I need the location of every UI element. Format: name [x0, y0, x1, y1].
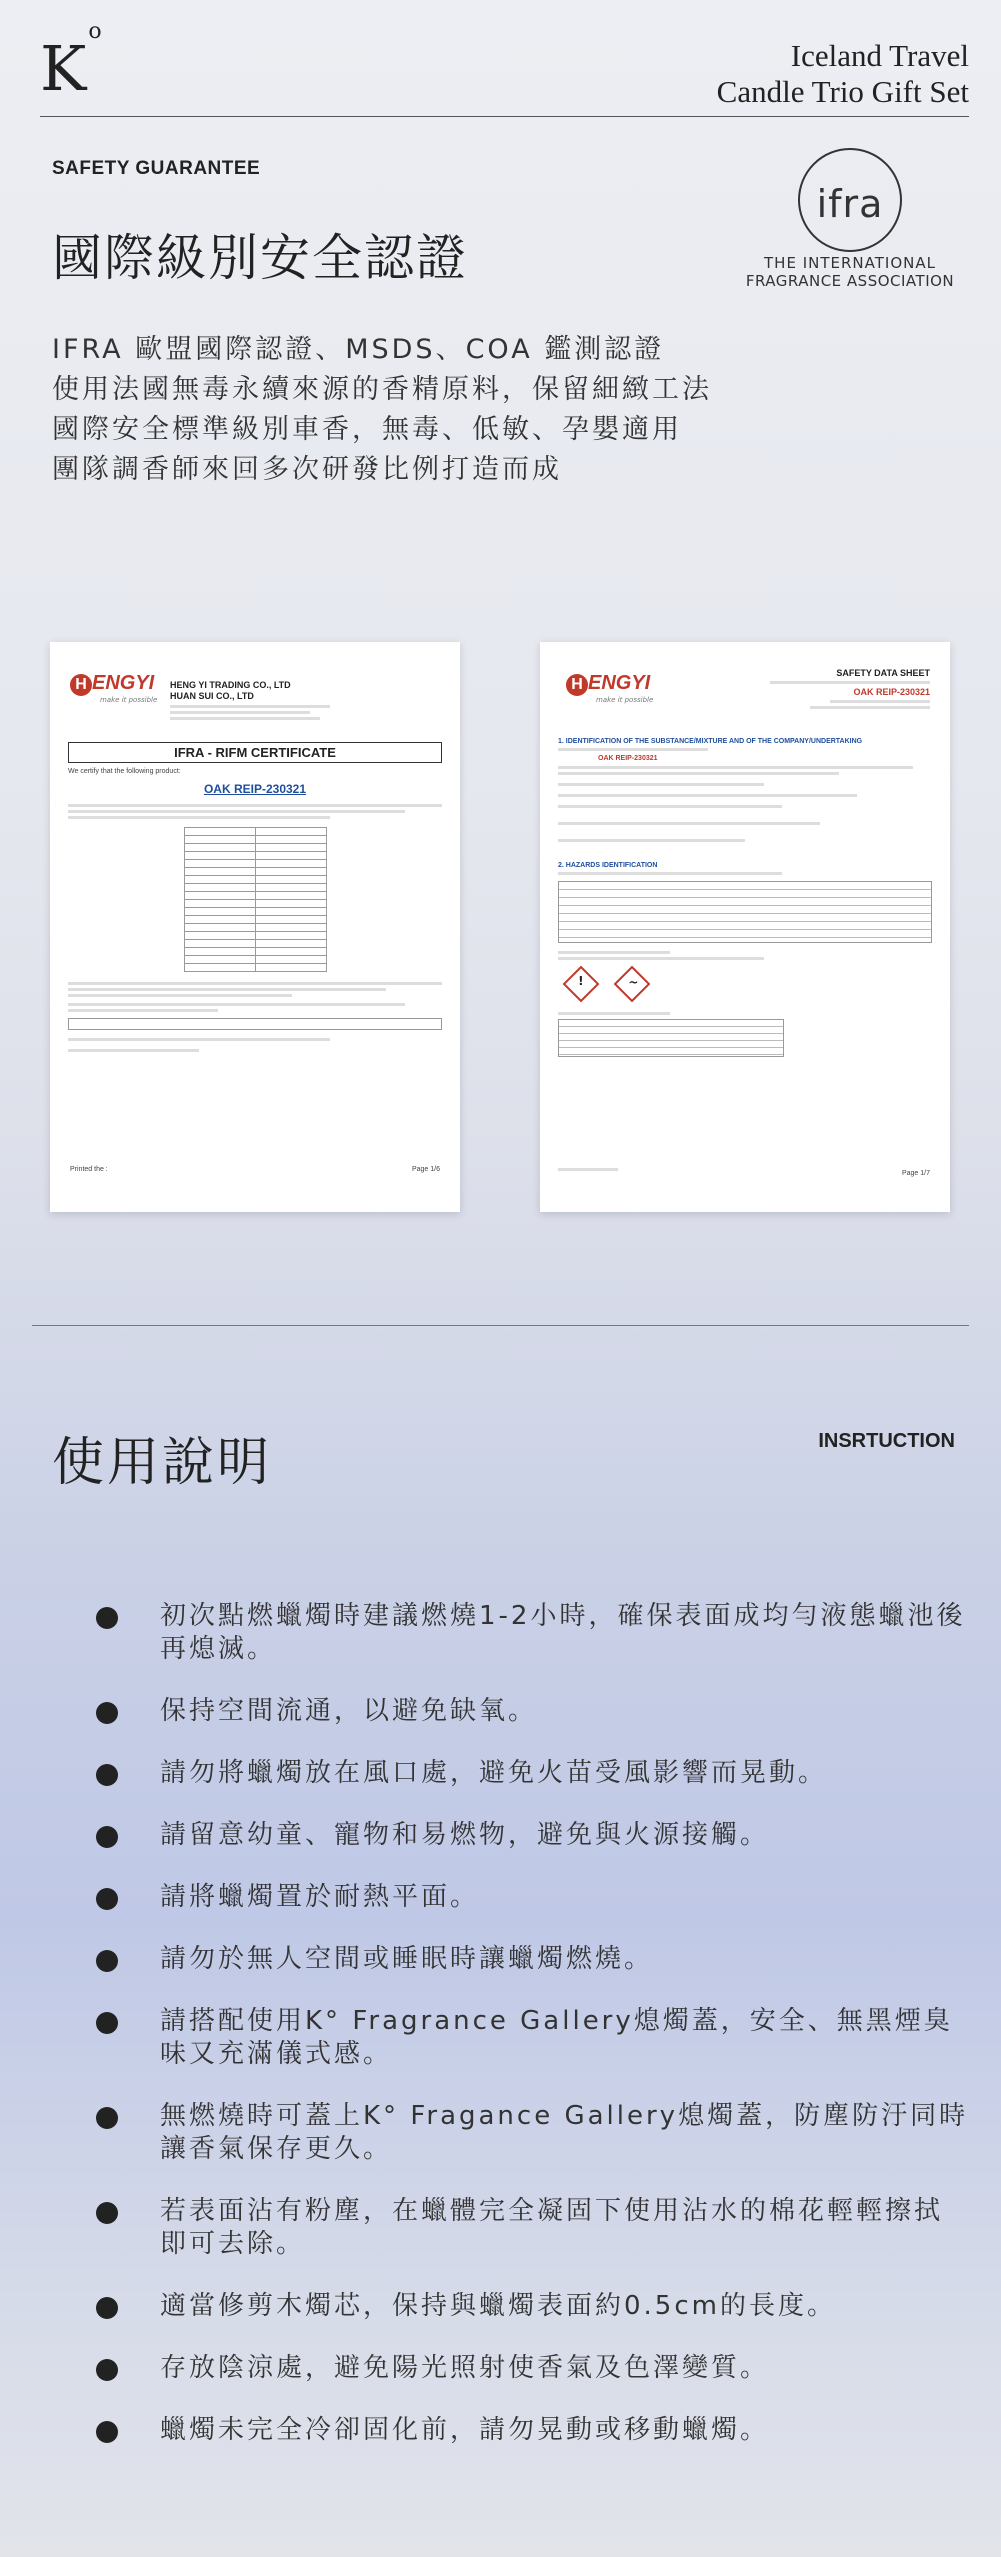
certificate-footer-left: Printed the :: [70, 1166, 108, 1173]
certificate-intro: We certify that the following product:: [68, 768, 181, 775]
ifra-wordmark: ifra: [816, 182, 884, 226]
list-item: 請勿於無人空間或睡眠時讓蠟燭燃燒。: [90, 1943, 970, 1976]
sds-brand-name: ENGYI: [588, 672, 651, 694]
logo-letter: K: [40, 32, 87, 105]
list-item: 適當修剪木燭芯，保持與蠟燭表面約0.5cm的長度。: [90, 2290, 970, 2323]
safety-label: SAFETY GUARANTEE: [52, 158, 261, 179]
list-item: 請搭配使用K° Fragrance Gallery熄燭蓋，安全、無黑煙臭味又充滿儀式感。: [90, 2005, 970, 2071]
list-item: 蠟燭未完全冷卻固化前，請勿晃動或移動蠟燭。: [90, 2414, 970, 2447]
brand-logo: [40, 19, 102, 105]
ifra-logo: [740, 148, 960, 290]
header-divider: [40, 116, 969, 117]
list-item: 請留意幼童、寵物和易燃物，避免與火源接觸。: [90, 1819, 970, 1852]
certificate-brand-logo: [70, 672, 157, 696]
usage-label: INSRTUCTION: [818, 1430, 955, 1452]
product-title: [717, 38, 969, 110]
product-title-line2: Candle Trio Gift Set: [716, 74, 969, 109]
sds-tagline: make it possible: [596, 696, 654, 704]
safety-title: 國際級別安全認證: [52, 229, 468, 287]
certificate-brand-name: ENGYI: [92, 672, 155, 694]
certificate-table: [184, 827, 327, 972]
section-divider: [32, 1325, 969, 1326]
certificate-code: OAK REIP-230321: [203, 782, 307, 796]
safety-description: [52, 330, 712, 490]
list-item: 初次點燃蠟燭時建議燃燒1-2小時，確保表面成均勻液態蠟池後再熄滅。: [90, 1600, 970, 1666]
instruction-list: [90, 1600, 970, 2447]
ifra-certificate-image: [50, 642, 460, 1212]
list-item: 若表面沾有粉塵，在蠟體完全凝固下使用沾水的棉花輕輕擦拭即可去除。: [90, 2195, 970, 2261]
certificate-company1: HENG YI TRADING CO., LTD: [170, 680, 291, 690]
product-title-line1: Iceland Travel: [790, 38, 969, 73]
safety-data-sheet-image: [540, 642, 950, 1212]
list-item: 請勿將蠟燭放在風口處，避免火苗受風影響而晃動。: [90, 1757, 970, 1790]
sds-section1: 1. IDENTIFICATION OF THE SUBSTANCE/MIXTURE AND OF THE COMPANY/UNDERTAKING: [558, 738, 863, 745]
list-item: 存放陰涼處，避免陽光照射使香氣及色澤變質。: [90, 2352, 970, 2385]
sds-section2: 2. HAZARDS IDENTIFICATION: [558, 862, 658, 869]
certificate-footer-right: Page 1/6: [411, 1166, 440, 1173]
list-item: 保持空間流通，以避免缺氧。: [90, 1695, 970, 1728]
list-item: 無燃燒時可蓋上K° Fragance Gallery熄燭蓋，防塵防汙同時讓香氣保存更久。: [90, 2100, 970, 2166]
description-line: 國際安全標準級別車香，無毒、低敏、孕嬰適用: [52, 414, 682, 445]
description-line: 使用法國無毒永續來源的香精原料，保留細緻工法: [52, 374, 712, 405]
hazard-pictograms: [558, 963, 932, 1009]
list-item: 請將蠟燭置於耐熱平面。: [90, 1881, 970, 1914]
sds-footer-right: Page 1/7: [901, 1170, 930, 1177]
sds-brand-logo: [566, 672, 653, 696]
description-line: 團隊調香師來回多次研發比例打造而成: [52, 454, 562, 485]
ifra-circle-icon: [798, 148, 902, 252]
usage-title: 使用說明: [52, 1433, 273, 1493]
logo-degree-mark: o: [88, 19, 102, 45]
certificate-title: IFRA - RIFM CERTIFICATE: [68, 742, 442, 763]
description-line: IFRA 歐盟國際認證、MSDS、COA 鑑測認證: [52, 334, 665, 365]
sds-product-code: OAK REIP-230321: [598, 755, 658, 762]
sds-brand-initial: H: [566, 674, 588, 696]
certificate-company2: HUAN SUI CO., LTD: [170, 691, 254, 701]
sds-title: SAFETY DATA SHEET: [836, 668, 930, 678]
sds-code: OAK REIP-230321: [853, 687, 930, 697]
exclamation-hazard-icon: !: [563, 966, 600, 1003]
certificate-brand-initial: H: [70, 674, 92, 696]
environment-hazard-icon: ~: [614, 966, 651, 1003]
ifra-caption-line2: FRAGRANCE ASSOCIATION: [745, 272, 955, 290]
certificate-tagline: make it possible: [100, 696, 158, 704]
ifra-caption-line1: THE INTERNATIONAL: [764, 254, 936, 272]
